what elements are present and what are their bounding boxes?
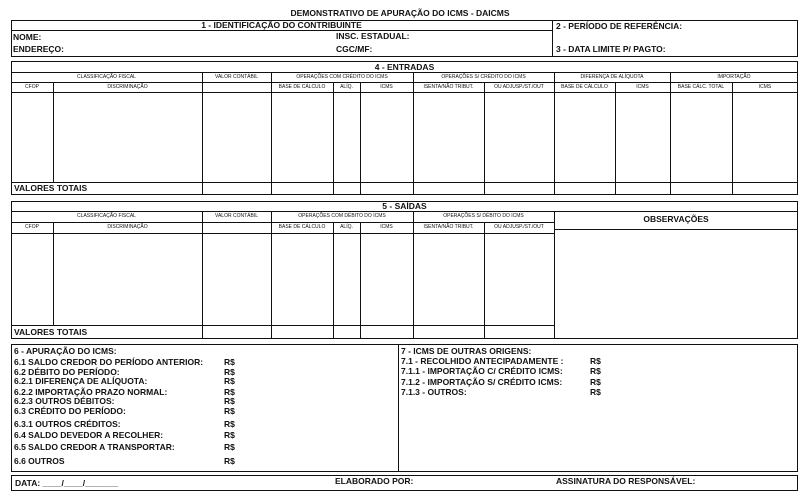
- section6-item: 6.3 CRÉDITO DO PERÍODO:: [14, 406, 126, 416]
- aliq-header: ALÍQ.: [340, 84, 353, 90]
- op-credito-header: OPERAÇÕES COM CRÉDITO DO ICMS: [296, 74, 388, 80]
- section7-item: 7.1 - RECOLHIDO ANTECIPADAMENTE :: [401, 356, 564, 366]
- section6-item: 6.2.3 OUTROS DÉBITOS:: [14, 396, 115, 406]
- elaborado-por-label: ELABORADO POR:: [335, 476, 414, 486]
- section6-currency: R$: [224, 367, 235, 377]
- document-title: DEMONSTRATIVO DE APURAÇÃO DO ICMS - DAICMS: [290, 8, 510, 18]
- section7-item: 7.1.3 - OUTROS:: [401, 387, 467, 397]
- insc-estadual-label: INSC. ESTADUAL:: [336, 31, 410, 41]
- importacao-header: IMPORTAÇÃO: [717, 74, 751, 80]
- section6-currency: R$: [224, 376, 235, 386]
- section4-title: 4 - ENTRADAS: [374, 62, 435, 72]
- section6-currency: R$: [224, 357, 235, 367]
- outras-header: OU ADJUSP./ST./OUT: [494, 84, 544, 90]
- saidas-cfop-header: CFOP: [25, 224, 39, 230]
- section6-item: 6.4 SALDO DEVEDOR A RECOLHER:: [14, 430, 164, 440]
- cgc-label: CGC/MF:: [336, 44, 373, 54]
- data-label: DATA: ____/____/_______: [15, 478, 119, 488]
- section6-item: 6.3.1 OUTROS CRÉDITOS:: [14, 419, 121, 429]
- saidas-icms-header: ICMS: [380, 224, 393, 230]
- saidas-isenta-header: ISENTA/NÃO TRIBUT.: [423, 224, 474, 230]
- section2-title: 2 - PERÍODO DE REFERÊNCIA:: [556, 21, 683, 31]
- section6-currency: R$: [224, 456, 235, 466]
- classificacao-header: CLASSIFICAÇÃO FISCAL: [77, 74, 136, 80]
- imp-icms-header: ICMS: [758, 84, 772, 90]
- section6-item: 6.2.2 IMPORTAÇÃO PRAZO NORMAL:: [14, 387, 168, 397]
- saidas-valor-contabil-header: VALOR CONTÁBIL: [215, 213, 258, 219]
- imp-base-header: BASE CÁLC. TOTAL: [677, 84, 725, 90]
- section5-title: 5 - SAÍDAS: [382, 201, 427, 211]
- section6-item: 6.6 OUTROS: [14, 456, 65, 466]
- section7-item: 7.1.1 - IMPORTAÇÃO C/ CRÉDITO ICMS:: [401, 366, 563, 376]
- saidas-aliq-header: ALÍQ.: [340, 224, 353, 230]
- op-debito-header: OPERAÇÕES COM DÉBITO DO ICMS: [298, 213, 386, 219]
- saidas-discriminacao-header: DISCRIMINAÇÃO: [107, 224, 148, 230]
- saidas-base-calculo-header: BASE DE CÁLCULO: [278, 224, 326, 230]
- section7-item: 7.1.2 - IMPORTAÇÃO S/ CRÉDITO ICMS:: [401, 377, 563, 387]
- section7-title: 7 - ICMS DE OUTRAS ORIGENS:: [401, 346, 532, 356]
- valor-contabil-header: VALOR CONTÁBIL: [215, 74, 258, 80]
- base-calculo-header: BASE DE CÁLCULO: [278, 84, 326, 90]
- endereco-label: ENDEREÇO:: [13, 44, 65, 54]
- section1-title: 1 - IDENTIFICAÇÃO DO CONTRIBUINTE: [201, 20, 362, 30]
- observacoes-header: OBSERVAÇÕES: [643, 214, 709, 224]
- section6-item: 6.2 DÉBITO DO PERÍODO:: [14, 367, 120, 377]
- section6-currency: R$: [224, 430, 235, 440]
- discriminacao-header: DISCRIMINAÇÃO: [107, 84, 148, 90]
- nome-label: NOME:: [13, 32, 42, 42]
- diferenca-aliquota-header: DIFERENÇA DE ALÍQUOTA: [580, 74, 644, 80]
- section6-currency: R$: [224, 396, 235, 406]
- icms-header: ICMS: [380, 84, 393, 90]
- section7-currency: R$: [590, 377, 601, 387]
- section7-currency: R$: [590, 387, 601, 397]
- saidas-totais-label: VALORES TOTAIS: [14, 327, 88, 337]
- section6-item: 6.2.1 DIFERENÇA DE ALÍQUOTA:: [14, 376, 148, 386]
- section6-currency: R$: [224, 442, 235, 452]
- assinatura-label: ASSINATURA DO RESPONSÁVEL:: [556, 476, 696, 486]
- section6-currency: R$: [224, 387, 235, 397]
- section7-currency: R$: [590, 366, 601, 376]
- section7-currency: R$: [590, 356, 601, 366]
- entradas-totais-label: VALORES TOTAIS: [14, 183, 88, 193]
- dif-icms-header: ICMS: [636, 84, 649, 90]
- dif-base-header: BASE DE CÁLCULO: [561, 84, 608, 90]
- section6-item: 6.1 SALDO CREDOR DO PERÍODO ANTERIOR:: [14, 357, 204, 367]
- section3-title: 3 - DATA LIMITE P/ PAGTO:: [556, 44, 666, 54]
- section6-item: 6.5 SALDO CREDOR A TRANSPORTAR:: [14, 442, 175, 452]
- op-sem-credito-header: OPERAÇÕES S/ CRÉDITO DO ICMS: [441, 74, 526, 80]
- isenta-header: ISENTA/NÃO TRIBUT.: [423, 84, 474, 90]
- section6-currency: R$: [224, 406, 235, 416]
- section6-title: 6 - APURAÇÃO DO ICMS:: [14, 346, 117, 356]
- saidas-classificacao-header: CLASSIFICAÇÃO FISCAL: [77, 213, 136, 219]
- section6-currency: R$: [224, 419, 235, 429]
- op-sem-debito-header: OPERAÇÕES S/ DÉBITO DO ICMS: [443, 213, 524, 219]
- cfop-header: CFOP: [25, 84, 39, 90]
- saidas-outras-header: OU ADJUSP./ST./OUT: [494, 224, 544, 230]
